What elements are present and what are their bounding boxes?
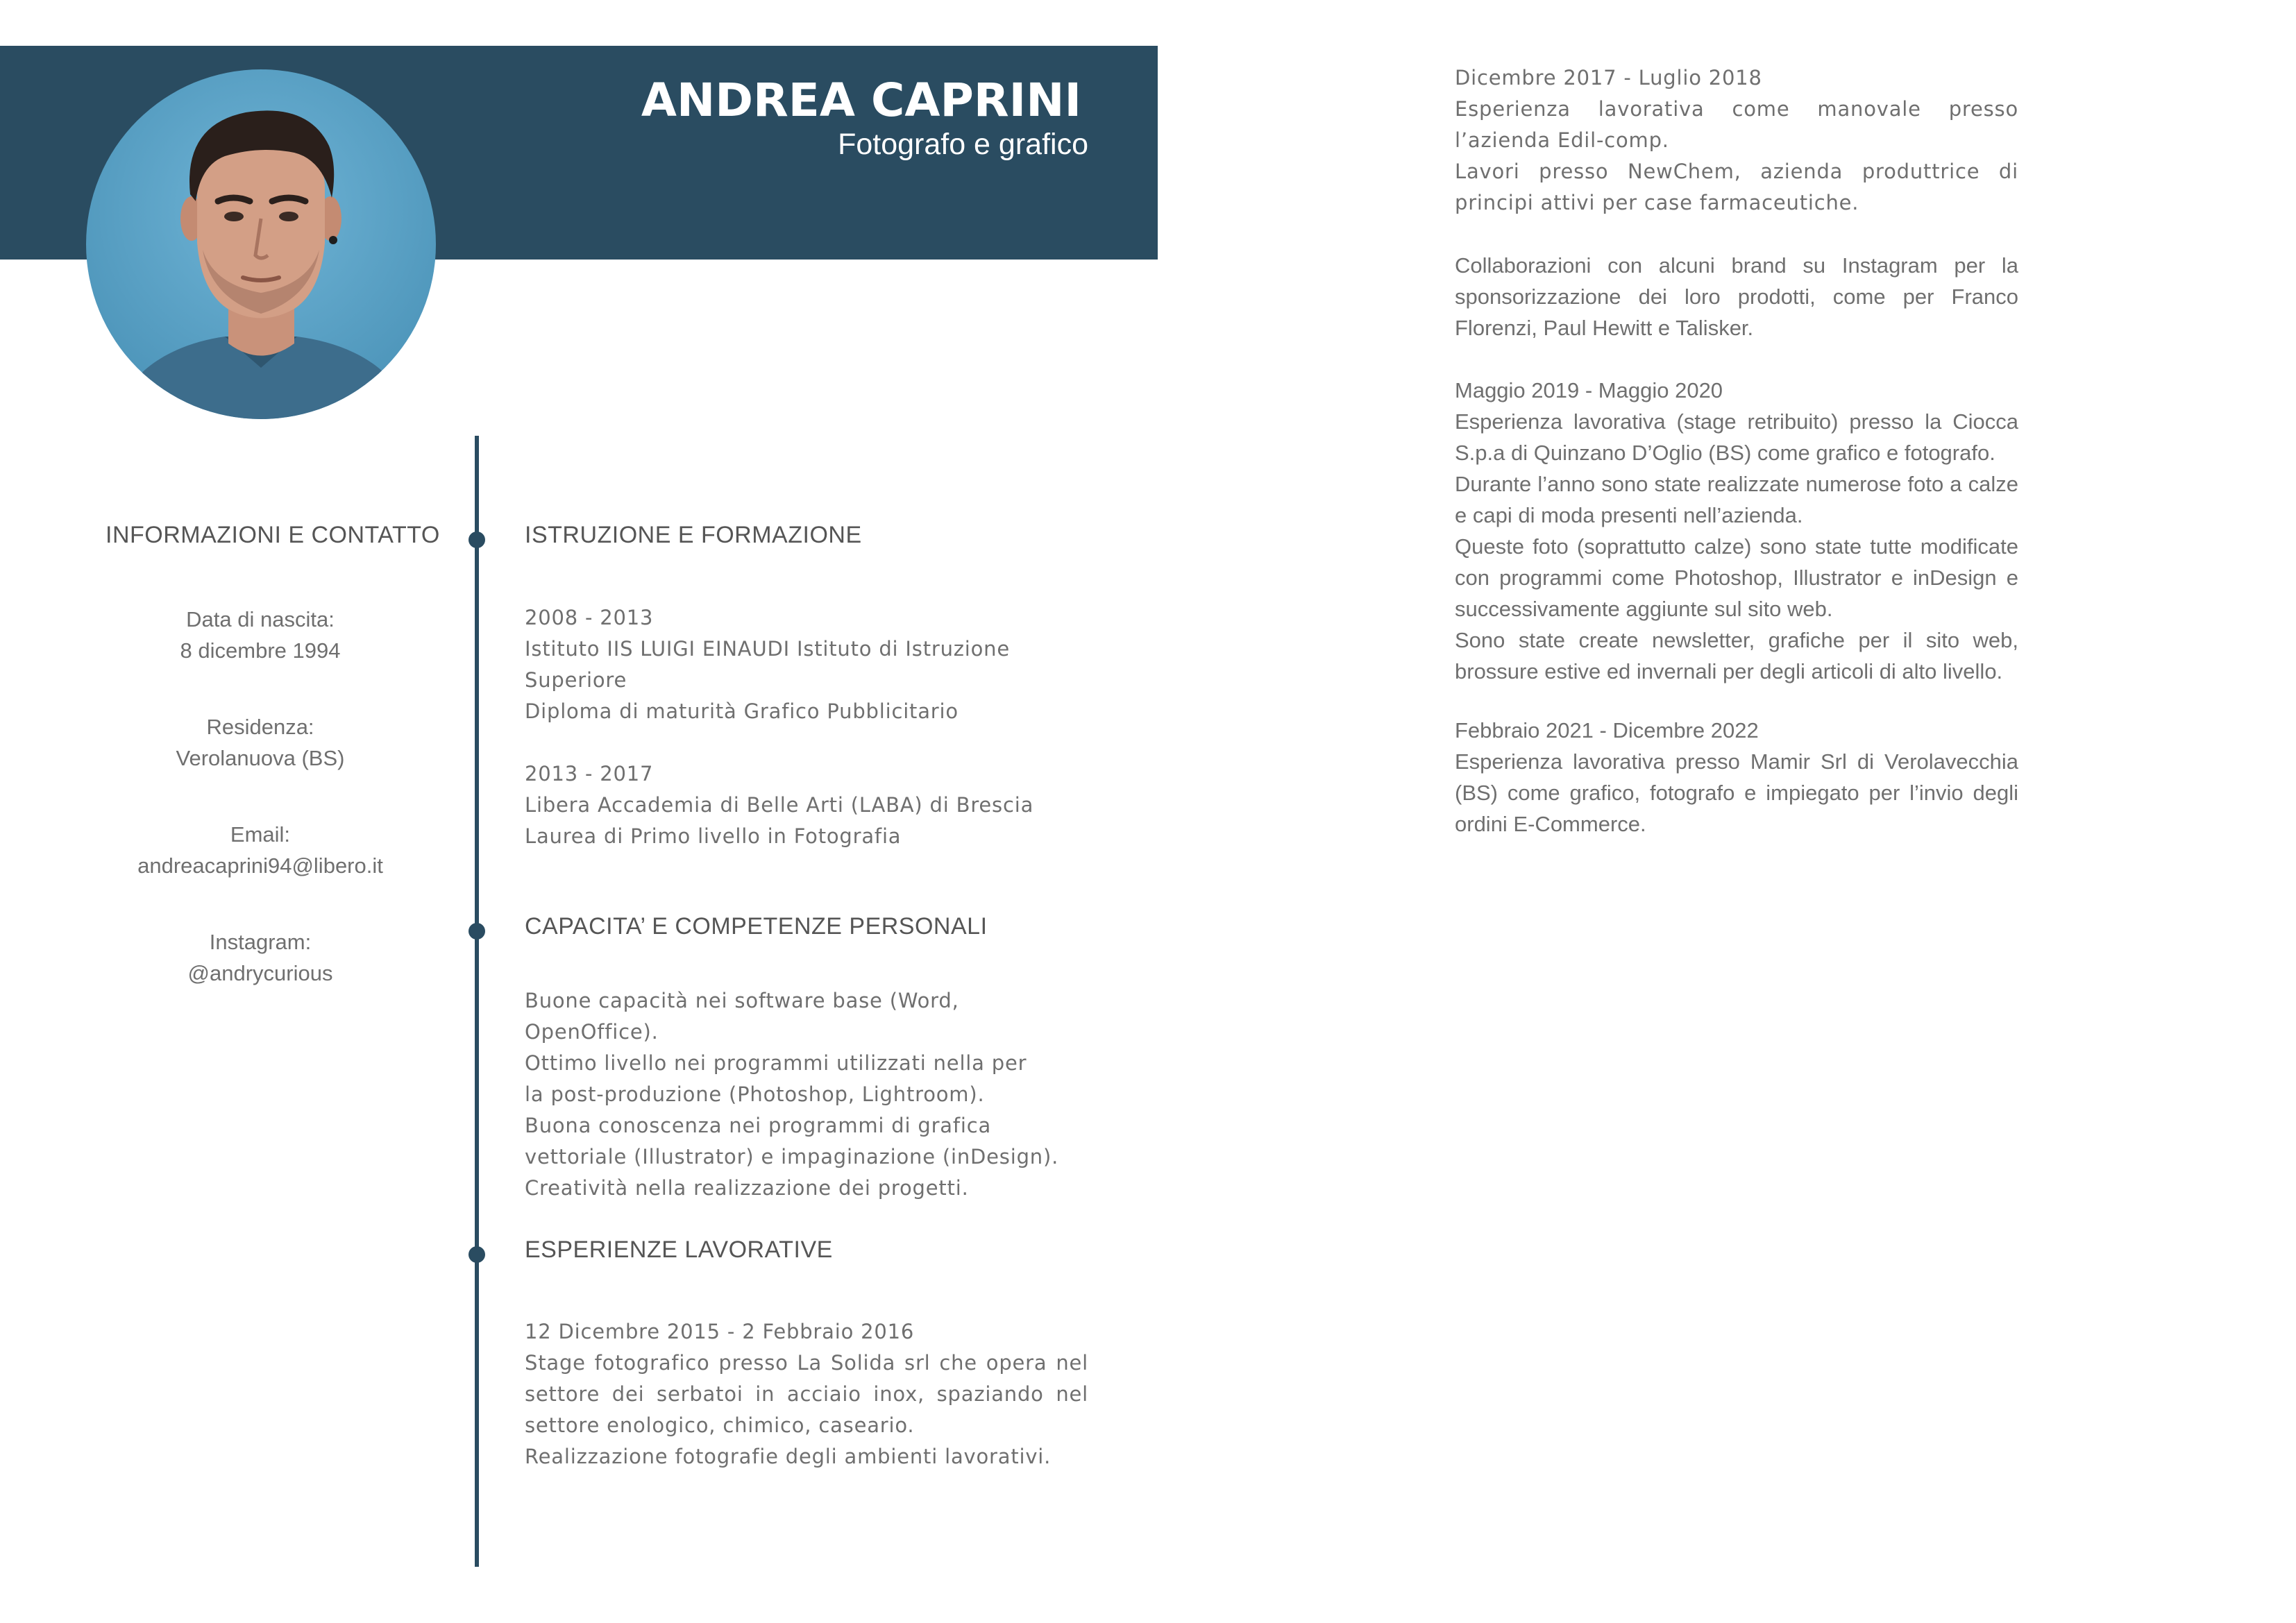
experience-line: Durante l’anno sono state realizzate numerose foto a calze e capi di moda presenti nell’azienda. (1455, 472, 2018, 527)
timeline-line (475, 436, 479, 1567)
education-line: Diploma di maturità Grafico Pubblicitario (525, 699, 959, 723)
residence-value: Verolanuova (BS) (176, 746, 345, 770)
birth-label: Data di nascita: (186, 607, 335, 631)
education-line: Libera Accademia di Belle Arti (LABA) di Brescia (525, 793, 1034, 817)
experience-entry-4 (1455, 375, 2018, 687)
experience-line: Lavori presso NewChem, azienda produttrice di principi attivi per case farmaceutiche. (1455, 160, 2018, 214)
education-title: ISTRUZIONE E FORMAZIONE (525, 522, 862, 548)
residence-label: Residenza: (206, 715, 314, 739)
skills-line: Creatività nella realizzazione dei progetti. (525, 1176, 969, 1200)
profile-photo (86, 69, 436, 419)
education-entry-2 (525, 758, 1088, 852)
experience-line: Esperienza lavorativa presso Mamir Srl di Verolavecchia (BS) come grafico, fotografo e impiegato per l’invio degli ordini E-Commerce. (1455, 749, 2018, 836)
education-period: 2013 - 2017 (525, 762, 654, 785)
skills-block (525, 985, 1080, 1204)
instagram-value[interactable]: @andrycurious (187, 961, 333, 985)
timeline-dot-education (469, 532, 485, 548)
experience-line: Queste foto (soprattutto calze) sono state tutte modificate con programmi come Photoshop, Illustrator e inDesign e successivamente aggiunte sul sito web. (1455, 534, 2018, 621)
email-label: Email: (230, 822, 291, 847)
experience-line: Esperienza lavorativa come manovale presso l’azienda Edil-comp. (1455, 97, 2018, 152)
instagram-block (83, 926, 437, 989)
timeline-dot-experience (469, 1246, 485, 1263)
experience-entry-1 (525, 1316, 1088, 1472)
experience-entry-5 (1455, 715, 2018, 840)
person-role: Fotografo e grafico (838, 128, 1088, 161)
experience-line: Sono state create newsletter, grafiche per il sito web, brossure estive ed invernali per degli articoli di alto livello. (1455, 628, 2018, 683)
experience-title: ESPERIENZE LAVORATIVE (525, 1237, 833, 1263)
education-line: Laurea di Primo livello in Fotografia (525, 824, 902, 848)
experience-line: Realizzazione fotografie degli ambienti lavorativi. (525, 1445, 1052, 1468)
experience-line: Stage fotografico presso La Solida srl che opera nel settore dei serbatoi in acciaio inox, spaziando nel settore enologico, chimico, caseario. (525, 1351, 1088, 1437)
email-block (83, 819, 437, 881)
experience-entry-3 (1455, 250, 2018, 343)
skills-title: CAPACITA’ E COMPETENZE PERSONALI (525, 913, 988, 940)
experience-line: Collaborazioni con alcuni brand su Instagram per la sponsorizzazione dei loro prodotti, come per Franco Florenzi, Paul Hewitt e Talisker. (1455, 253, 2018, 340)
person-name: ANDREA CAPRINI (641, 74, 1081, 127)
contact-title: INFORMAZIONI E CONTATTO (105, 522, 440, 548)
experience-period: Maggio 2019 - Maggio 2020 (1455, 378, 1723, 402)
instagram-label: Instagram: (209, 930, 312, 954)
experience-period: 12 Dicembre 2015 - 2 Febbraio 2016 (525, 1320, 915, 1343)
birth-block (83, 604, 437, 666)
education-entry-1 (525, 602, 1088, 727)
experience-entry-2 (1455, 62, 2018, 219)
skills-line: Buona conoscenza nei programmi di grafica vettoriale (Illustrator) e impaginazione (inDesign). (525, 1114, 1059, 1169)
skills-line: Buone capacità nei software base (Word, OpenOffice). (525, 989, 959, 1044)
education-line: Istituto IIS LUIGI EINAUDI Istituto di Istruzione Superiore (525, 637, 1011, 692)
skills-line: Ottimo livello nei programmi utilizzati nella per la post-produzione (Photoshop, Lightroom). (525, 1051, 1027, 1106)
residence-block (83, 711, 437, 774)
timeline-dot-skills (469, 923, 485, 940)
birth-value: 8 dicembre 1994 (180, 638, 341, 663)
experience-period: Febbraio 2021 - Dicembre 2022 (1455, 718, 1759, 742)
experience-line: Esperienza lavorativa (stage retribuito) presso la Ciocca S.p.a di Quinzano D’Oglio (BS) come grafico e fotografo. (1455, 409, 2018, 465)
experience-period: Dicembre 2017 - Luglio 2018 (1455, 66, 1762, 90)
email-value[interactable]: andreacaprini94@libero.it (137, 853, 383, 878)
education-period: 2008 - 2013 (525, 606, 654, 629)
